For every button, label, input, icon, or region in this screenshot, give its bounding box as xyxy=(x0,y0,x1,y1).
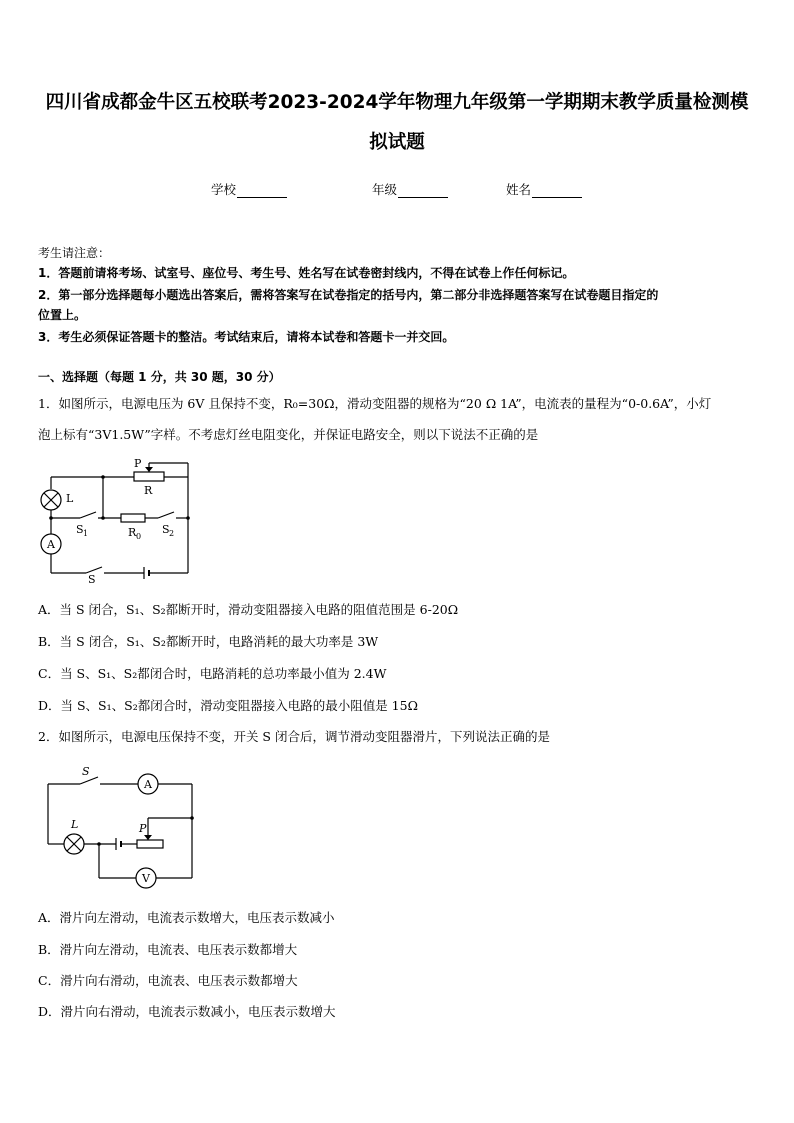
school-label: 学校 xyxy=(211,182,237,197)
notice-item-2-cont: 位置上。 xyxy=(38,308,87,322)
question-1-stem-cont: 泡上标有“3V1.5W”字样。不考虑灯丝电阻变化，并保证电路安全，则以下说法不正确的是 xyxy=(38,427,539,442)
label-s2-sub: 2 xyxy=(169,529,175,538)
name-field xyxy=(506,180,582,198)
label-l: L xyxy=(66,492,74,505)
exam-title-line1: 四川省成都金牛区五校联考2023-2024学年物理九年级第一学期期末教学质量检测模 xyxy=(45,92,749,113)
grade-label: 年级 xyxy=(372,182,398,197)
voltmeter-label: V xyxy=(142,872,150,885)
name-label: 姓名 xyxy=(506,182,532,197)
label-r: R xyxy=(144,484,153,497)
question-1-option-a: A．当 S 闭合，S₁、S₂都断开时，滑动变阻器接入电路的阻值范围是 6-20Ω xyxy=(38,602,459,617)
label-p: P xyxy=(139,822,147,835)
label-s2: S xyxy=(162,523,170,536)
q2-circuit-diagram xyxy=(40,760,200,895)
ammeter-label: A xyxy=(144,778,152,791)
question-1-option-d: D．当 S、S₁、S₂都闭合时，滑动变阻器接入电路的最小阻值是 15Ω xyxy=(38,698,418,713)
question-2-option-a: A．滑片向左滑动，电流表示数增大，电压表示数减小 xyxy=(38,910,335,925)
school-blank xyxy=(237,183,287,198)
grade-blank xyxy=(398,183,448,198)
q1-circuit-diagram xyxy=(36,455,196,585)
question-2-option-b: B．滑片向左滑动，电流表、电压表示数都增大 xyxy=(38,942,298,957)
grade-field xyxy=(372,180,448,198)
question-1-option-c: C．当 S、S₁、S₂都闭合时，电路消耗的总功率最小值为 2.4W xyxy=(38,666,387,681)
school-field xyxy=(211,180,287,198)
question-2-option-d: D．滑片向右滑动，电流表示数减小，电压表示数增大 xyxy=(38,1004,336,1019)
label-l: L xyxy=(71,818,79,831)
name-blank xyxy=(532,183,582,198)
ammeter-label: A xyxy=(47,538,55,551)
question-1-option-b: B．当 S 闭合，S₁、S₂都断开时，电路消耗的最大功率是 3W xyxy=(38,634,379,649)
label-s1: S xyxy=(76,523,84,536)
notice-item-1: 1．答题前请将考场、试室号、座位号、考生号、姓名写在试卷密封线内，不得在试卷上作任何标记。 xyxy=(38,266,575,280)
label-s1-sub: 1 xyxy=(83,529,89,538)
notice-item-3: 3．考生必须保证答题卡的整洁。考试结束后，请将本试卷和答题卡一并交回。 xyxy=(38,330,455,344)
question-2-stem: 2．如图所示，电源电压保持不变，开关 S 闭合后，调节滑动变阻器滑片，下列说法正确的是 xyxy=(38,729,550,744)
question-2-option-c: C．滑片向右滑动，电流表、电压表示数都增大 xyxy=(38,973,298,988)
notice-heading: 考生请注意： xyxy=(38,246,111,260)
label-s: S xyxy=(88,573,96,585)
label-s: S xyxy=(82,765,90,778)
label-p: P xyxy=(134,457,142,470)
notice-item-2: 2．第一部分选择题每小题选出答案后，需将答案写在试卷指定的括号内，第二部分非选择题答案写在试卷题目指定的 xyxy=(38,288,659,302)
exam-title-line2: 拟试题 xyxy=(369,132,425,153)
label-r0: R xyxy=(128,526,137,539)
label-r0-sub: 0 xyxy=(136,532,142,541)
section-heading: 一、选择题（每题 1 分，共 30 题，30 分） xyxy=(38,370,281,384)
question-1-stem: 1．如图所示，电源电压为 6V 且保持不变，R₀=30Ω，滑动变阻器的规格为“20 Ω 1A”，电流表的量程为“0-0.6A”，小灯 xyxy=(38,396,712,411)
student-info-row xyxy=(0,180,794,200)
